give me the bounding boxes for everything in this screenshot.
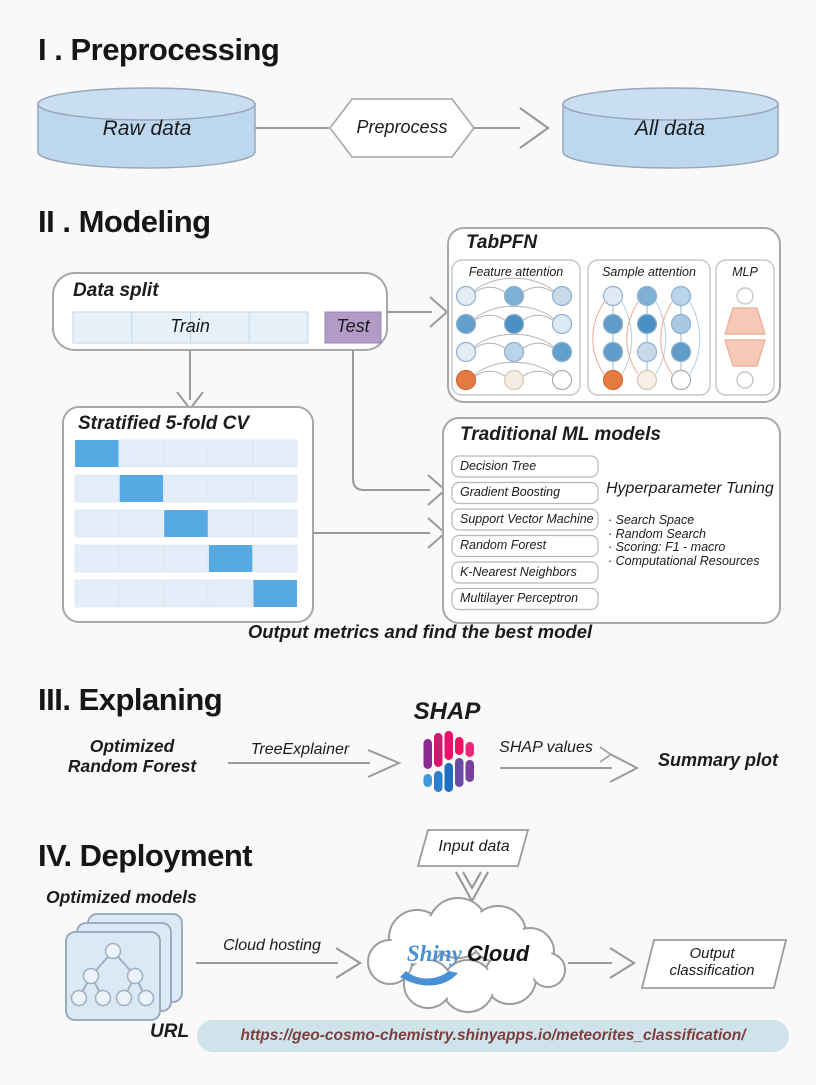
model-label: Decision Tree (460, 458, 537, 473)
attention-node (604, 287, 623, 306)
cv-cell (164, 545, 208, 572)
tuning-item: · Computational Resources (608, 553, 760, 568)
all-data-label: All data (634, 117, 706, 140)
cv-cell (120, 440, 164, 467)
output-label-line1: Output (689, 945, 735, 962)
cv-cell (75, 475, 119, 502)
tabpfn-title: TabPFN (466, 232, 538, 253)
shap-logo-bar (445, 731, 454, 760)
attention-node (672, 287, 691, 306)
down-arrow-outline (463, 872, 481, 888)
feature-attention-label: Feature attention (468, 265, 564, 279)
shap-logo-bar (424, 774, 433, 787)
cv-cell (164, 440, 208, 467)
attention-node (638, 287, 657, 306)
attention-node (505, 315, 524, 334)
cv-cell (164, 580, 208, 607)
model-label: K-Nearest Neighbors (460, 564, 577, 579)
cloud-text: Cloud (466, 941, 530, 966)
arrow-chevron (368, 750, 399, 777)
model-label: Random Forest (460, 538, 547, 552)
attention-node (672, 315, 691, 334)
arrow-chevron (610, 754, 637, 782)
attention-node (638, 315, 657, 334)
train-label: Train (170, 316, 210, 336)
shap-logo-bar (466, 742, 475, 757)
model-label: Gradient Boosting (460, 485, 561, 499)
shap-logo-bar (424, 739, 433, 769)
section-4-heading: IV. Deployment (38, 838, 253, 873)
tuning-item: · Random Search (608, 526, 706, 541)
cv-cell (253, 510, 297, 537)
cv-cell (120, 510, 164, 537)
summary-plot-label: Summary plot (657, 750, 779, 770)
arrow-chevron-small (600, 747, 611, 762)
section-3-heading: III. Explaning (38, 682, 223, 717)
attention-node (638, 343, 657, 362)
cv-cell (253, 475, 297, 502)
cv-cell (209, 475, 253, 502)
sample-attention-label: Sample attention (602, 265, 696, 279)
attention-node (505, 371, 524, 390)
cv-test-cell (209, 545, 253, 572)
tree-explainer-label: TreeExplainer (250, 741, 350, 758)
attention-node (604, 371, 623, 390)
tuning-item: · Search Space (608, 513, 695, 527)
connector-line (353, 350, 430, 490)
cv-cell (253, 545, 297, 572)
cv-cell (75, 510, 119, 537)
section-2-heading: II . Modeling (38, 204, 211, 239)
attention-node (672, 371, 691, 390)
cv-cell (120, 580, 164, 607)
cv-test-cell (75, 440, 119, 467)
shap-values-label: SHAP values (499, 739, 593, 756)
shap-logo-bar (434, 733, 443, 767)
attention-node (604, 315, 623, 334)
input-data-label: Input data (438, 838, 510, 855)
cv-cell (209, 440, 253, 467)
attention-node (457, 315, 476, 334)
shap-logo-bar (434, 771, 443, 792)
arrow-chevron (430, 297, 447, 327)
optimized-rf-line2: Random Forest (67, 756, 197, 776)
shap-title: SHAP (413, 698, 481, 725)
app-url[interactable]: https://geo-cosmo-chemistry.shinyapps.io/meteorites_classification/ (240, 1027, 746, 1044)
cv-cell (75, 545, 119, 572)
attention-node (672, 343, 691, 362)
data-split-title: Data split (73, 280, 159, 301)
output-label-line2: classification (669, 962, 755, 979)
attention-node (553, 287, 572, 306)
model-label: Multilayer Perceptron (460, 591, 579, 605)
test-label: Test (336, 316, 370, 336)
url-label: URL (150, 1021, 190, 1042)
tuning-title: Hyperparameter Tuning (606, 480, 774, 497)
shiny-logo-text: Shiny (406, 941, 462, 966)
cv-test-cell (120, 475, 164, 502)
shap-logo-bar (455, 737, 464, 755)
attention-node (553, 371, 572, 390)
shap-logo-bar (455, 758, 464, 787)
arrow-chevron (520, 108, 548, 148)
cv-grid (75, 440, 297, 607)
cloud-hosting-label: Cloud hosting (223, 937, 321, 954)
attention-node (457, 343, 476, 362)
optimized-models-cards (66, 914, 182, 1020)
optimized-models-label: Optimized models (46, 887, 197, 907)
tuning-item: · Scoring: F1 - macro (608, 540, 726, 554)
section-1-heading: I . Preprocessing (38, 32, 280, 67)
attention-node (457, 287, 476, 306)
cv-cell (164, 475, 208, 502)
arrow-chevron (336, 948, 360, 978)
attention-node (553, 315, 572, 334)
cv-test-cell (164, 510, 208, 537)
arrow-chevron (610, 948, 634, 978)
traditional-ml-title: Traditional ML models (460, 424, 661, 445)
mlp-label: MLP (732, 265, 758, 279)
preprocess-label: Preprocess (356, 117, 448, 137)
attention-node (638, 371, 657, 390)
shap-logo-bar (445, 763, 454, 792)
model-label: Support Vector Machine (460, 511, 594, 526)
attention-node (505, 287, 524, 306)
shap-logo (424, 731, 475, 792)
cloud-wordmark (407, 941, 529, 967)
cv-cell (253, 440, 297, 467)
attention-node (457, 371, 476, 390)
cv-cell (75, 580, 119, 607)
cv-title: Stratified 5-fold CV (78, 413, 250, 434)
attention-node (604, 343, 623, 362)
cv-cell (209, 510, 253, 537)
all-data-cylinder-top (563, 88, 778, 120)
cv-cell (120, 545, 164, 572)
attention-node (505, 343, 524, 362)
modeling-caption: Output metrics and find the best model (247, 621, 593, 642)
optimized-rf-line1: Optimized (89, 736, 175, 756)
raw-data-cylinder-top (38, 88, 255, 120)
attention-node (553, 343, 572, 362)
cv-test-cell (253, 580, 297, 607)
shap-logo-bar (466, 760, 475, 782)
raw-data-label: Raw data (102, 117, 192, 140)
cv-cell (209, 580, 253, 607)
